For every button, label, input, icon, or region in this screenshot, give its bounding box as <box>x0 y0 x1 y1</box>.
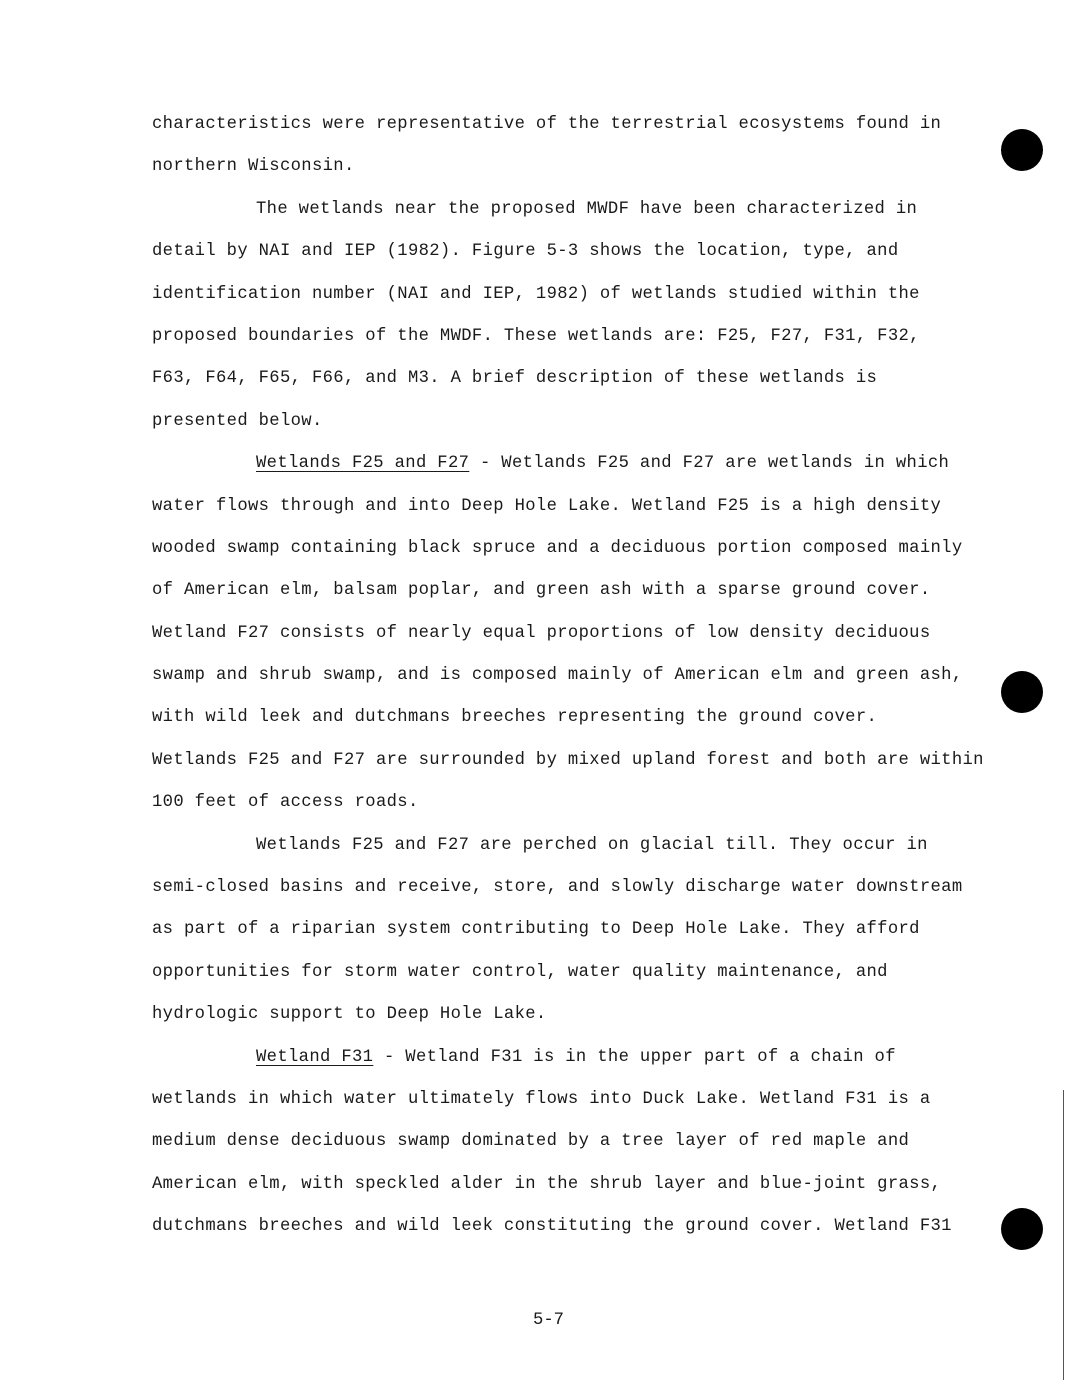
text-line: of American elm, balsam poplar, and green ash with a sparse ground cover. <box>152 581 931 601</box>
scan-edge-line <box>1063 1090 1064 1380</box>
text-line: detail by NAI and IEP (1982). Figure 5-3 shows the location, type, and <box>152 242 899 262</box>
text-line: Wetlands F25 and F27 are surrounded by mixed upland forest and both are within <box>152 750 984 770</box>
text-line: water flows through and into Deep Hole Lake. Wetland F25 is a high density <box>152 496 942 516</box>
text-line: The wetlands near the proposed MWDF have been characterized in <box>256 199 918 219</box>
binder-hole-middle <box>1001 671 1043 713</box>
text-line: presented below. <box>152 411 323 431</box>
section-text: - Wetland F31 is in the upper part of a chain of <box>373 1047 896 1067</box>
text-line: with wild leek and dutchmans breeches representing the ground cover. <box>152 708 878 728</box>
text-line: opportunities for storm water control, water quality maintenance, and <box>152 962 888 982</box>
section-heading-f25-f27: Wetlands F25 and F27 <box>256 454 470 474</box>
binder-hole-bottom <box>1001 1208 1043 1250</box>
text-line: medium dense deciduous swamp dominated by a tree layer of red maple and <box>152 1132 910 1152</box>
text-line: American elm, with speckled alder in the shrub layer and blue-joint grass, <box>152 1174 942 1194</box>
text-line: dutchmans breeches and wild leek constituting the ground cover. Wetland F31 <box>152 1217 952 1237</box>
text-line: 100 feet of access roads. <box>152 793 419 813</box>
body-text <box>152 104 982 1249</box>
text-line: semi-closed basins and receive, store, and slowly discharge water downstream <box>152 878 963 898</box>
text-line: identification number (NAI and IEP, 1982) of wetlands studied within the <box>152 284 920 304</box>
text-line: wetlands in which water ultimately flows into Duck Lake. Wetland F31 is a <box>152 1089 931 1109</box>
binder-hole-top <box>1001 129 1043 171</box>
text-line: as part of a riparian system contributing to Deep Hole Lake. They afford <box>152 920 920 940</box>
text-line: hydrologic support to Deep Hole Lake. <box>152 1005 547 1025</box>
section-text: - Wetlands F25 and F27 are wetlands in which <box>469 454 950 474</box>
text-line: characteristics were representative of the terrestrial ecosystems found in <box>152 115 942 134</box>
text-line: Wetland F27 consists of nearly equal proportions of low density deciduous <box>152 623 931 643</box>
text-line: wooded swamp containing black spruce and a deciduous portion composed mainly <box>152 538 963 558</box>
text-line: F63, F64, F65, F66, and M3. A brief description of these wetlands is <box>152 369 878 389</box>
text-line: proposed boundaries of the MWDF. These wetlands are: F25, F27, F31, F32, <box>152 326 920 346</box>
text-line: Wetlands F25 and F27 are perched on glacial till. They occur in <box>256 835 928 855</box>
section-first-line <box>152 443 982 485</box>
text-line: swamp and shrub swamp, and is composed mainly of American elm and green ash, <box>152 666 963 686</box>
page-number: 5-7 <box>533 1311 564 1330</box>
section-heading-f31: Wetland F31 <box>256 1047 374 1067</box>
section-first-line <box>152 1037 982 1079</box>
text-line: northern Wisconsin. <box>152 157 355 177</box>
